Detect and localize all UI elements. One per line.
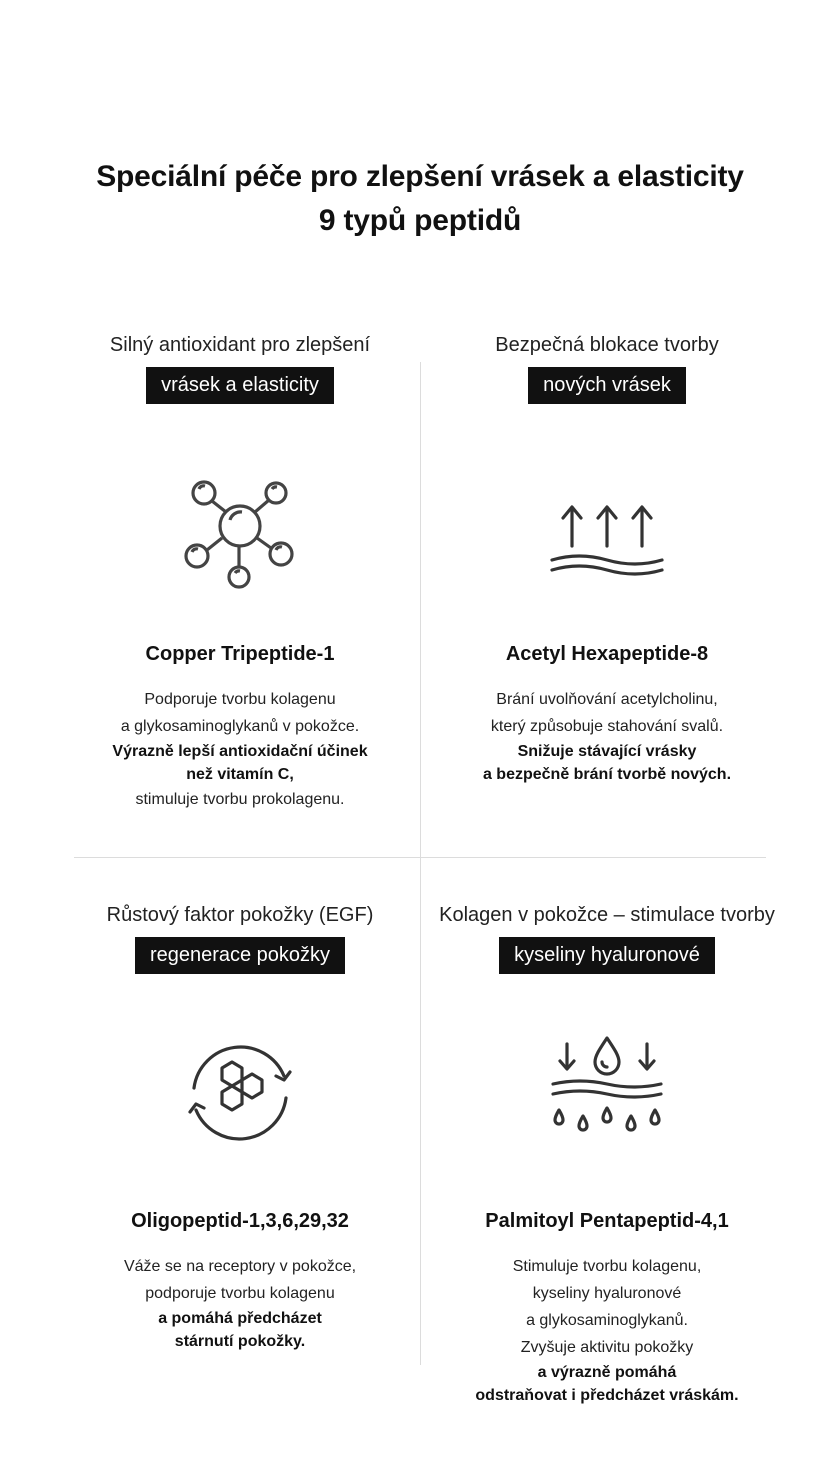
hexagon-cycle-icon	[180, 1032, 300, 1152]
desc-line: podporuje tvorbu kolagenu	[145, 1285, 335, 1302]
desc-line-bold: než vitamín C,	[186, 766, 294, 783]
card-tag: regenerace pokožky	[135, 937, 345, 974]
peptide-card-oligopeptid	[30, 900, 450, 1353]
desc-line: Zvyšuje aktivitu pokožky	[520, 1339, 694, 1356]
desc-line: Brání uvolňování acetylcholinu,	[496, 691, 718, 708]
card-tag: vrásek a elasticity	[146, 367, 334, 404]
desc-line-bold: a bezpečně brání tvorbě nových.	[482, 766, 732, 783]
card-kicker: Bezpečná blokace tvorby	[495, 334, 719, 356]
title-line-2: 9 typů peptidů	[318, 204, 522, 237]
desc-line-bold: stárnutí pokožky.	[174, 1333, 306, 1350]
card-kicker: Kolagen v pokožce – stimulace tvorby	[439, 904, 775, 926]
arrows-up-waves-icon	[547, 474, 667, 594]
peptide-description	[397, 686, 817, 786]
peptide-name: Oligopeptid-1,3,6,29,32	[131, 1210, 349, 1232]
peptide-card-acetyl-hexapeptide	[397, 330, 817, 786]
peptide-description	[30, 686, 450, 813]
peptide-name: Palmitoyl Pentapeptid-4,1	[485, 1210, 729, 1232]
peptide-name: Copper Tripeptide-1	[145, 643, 335, 665]
desc-line-bold: Výrazně lepší antioxidační účinek	[112, 743, 368, 760]
card-kicker: Silný antioxidant pro zlepšení	[109, 334, 371, 356]
desc-line: kyseliny hyaluronové	[532, 1285, 682, 1302]
title-line-1: Speciální péče pro zlepšení vrásek a elasticity	[96, 160, 744, 193]
card-kicker: Růstový faktor pokožky (EGF)	[106, 904, 374, 926]
peptide-card-palmitoyl-pentapeptid	[397, 900, 817, 1407]
desc-line-bold: a výrazně pomáhá	[537, 1364, 677, 1381]
peptide-description	[30, 1253, 450, 1353]
peptide-description	[397, 1253, 817, 1407]
desc-line-bold: a pomáhá předcházet	[158, 1310, 322, 1327]
card-tag: kyseliny hyaluronové	[499, 937, 715, 974]
desc-line-bold: odstraňovat i předcházet vráskám.	[475, 1387, 739, 1404]
desc-line: stimuluje tvorbu prokolagenu.	[135, 791, 345, 808]
water-drops-icon	[547, 1032, 667, 1152]
horizontal-divider	[74, 857, 766, 858]
card-tag: nových vrásek	[528, 367, 686, 404]
desc-line: Podporuje tvorbu kolagenu	[144, 691, 336, 708]
desc-line: a glykosaminoglykanů v pokožce.	[120, 718, 360, 735]
desc-line: a glykosaminoglykanů.	[526, 1312, 688, 1329]
desc-line: Váže se na receptory v pokožce,	[123, 1258, 357, 1275]
peptide-name: Acetyl Hexapeptide-8	[505, 643, 709, 665]
desc-line: který způsobuje stahování svalů.	[490, 718, 724, 735]
desc-line-bold: Snižuje stávající vrásky	[517, 743, 697, 760]
desc-line: Stimuluje tvorbu kolagenu,	[512, 1258, 702, 1275]
peptide-card-copper-tripeptide	[30, 330, 450, 813]
page-title	[0, 155, 840, 243]
molecule-icon	[180, 474, 300, 594]
